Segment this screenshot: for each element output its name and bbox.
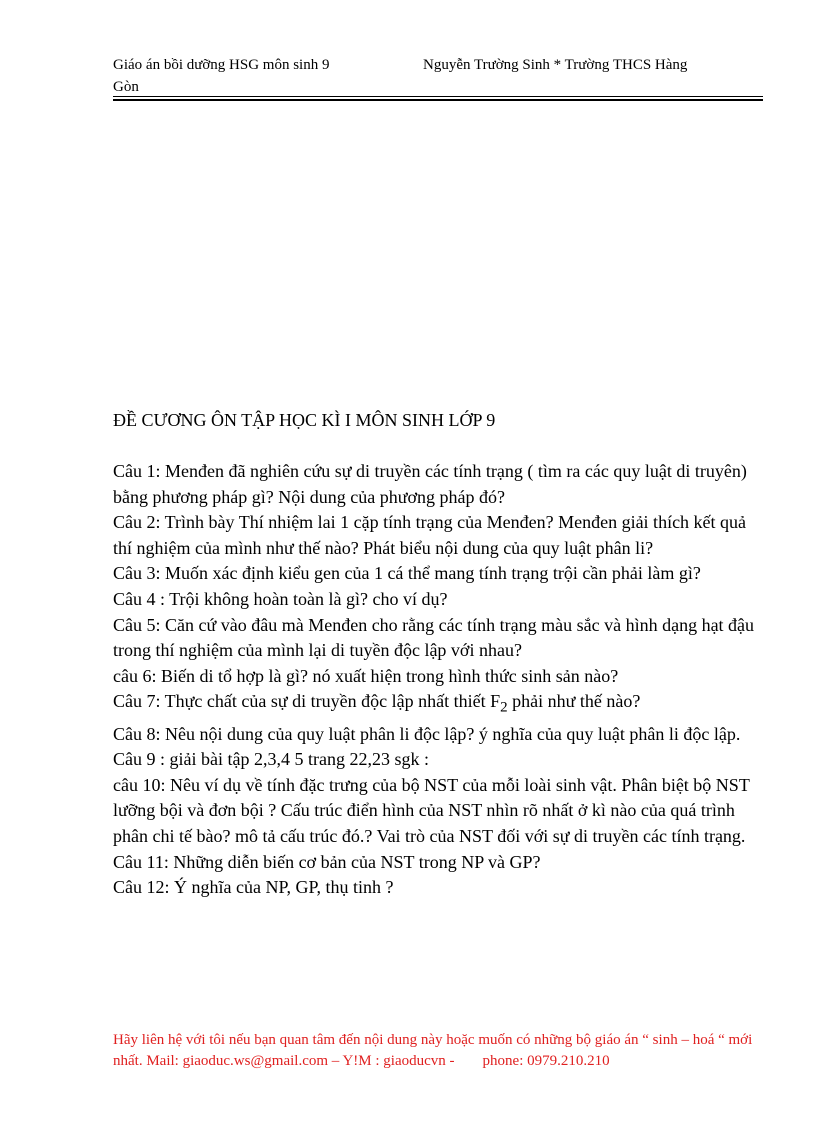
question-list (113, 459, 768, 901)
question-2: Câu 2: Trình bày Thí nhiệm lai 1 cặp tính trạng của Menđen? Menđen giải thích kết quả thí nghiệm của mình như thế nào? Phát biểu nội dung của quy luật phân li? (113, 512, 747, 558)
question-5: Câu 5: Căn cứ vào đâu mà Menđen cho rằng các tính trạng màu sắc và hình dạng hạt đậu trong thí nghiệm của mình lại di tuyền độc lập với nhau? (113, 614, 755, 661)
header-school-wrap: Gòn (113, 79, 139, 95)
header-rule-thin (113, 96, 763, 97)
contact-phone: phone: 0979.210.210 (482, 1053, 610, 1069)
header-rule-thick (113, 99, 763, 101)
question-12: Câu 12: Ý nghĩa của NP, GP, thụ tinh ? (113, 877, 394, 898)
question-3: Câu 3: Muốn xác định kiểu gen của 1 cá thể mang tính trạng trội cần phải làm gì? (113, 563, 701, 584)
contact-footer (113, 1030, 768, 1072)
question-1: Câu 1: Menđen đã nghiên cứu sự di truyền các tính trạng ( tìm ra các quy luật di truyên) bằng phương pháp gì? Nội dung của phương pháp đó? (113, 461, 747, 507)
question-9: Câu 9 : giải bài tập 2,3,4 5 trang 22,23 sgk : (113, 749, 429, 770)
question-8: Câu 8: Nêu nội dung của quy luật phân li độc lập? ý nghĩa của quy luật phân li độc lập. (113, 723, 741, 744)
document-title: ĐỀ CƯƠNG ÔN TẬP HỌC KÌ I MÔN SINH LỚP 9 (113, 410, 496, 430)
contact-text: Hãy liên hệ với tôi nếu bạn quan tâm đến nội dung này hoặc muốn có những bộ giáo án “ sinh – hoá “ mới nhất. Mail: giaoduc.ws@gmail.com – Y!M : giaoducvn - (113, 1032, 753, 1069)
header-course-title: Giáo án bồi dưỡng HSG môn sinh 9 (113, 57, 330, 73)
question-6: câu 6: Biến di tổ hợp là gì? nó xuất hiện trong hình thức sinh sản nào? (113, 665, 619, 686)
question-7-subscript: 2 (500, 699, 508, 716)
question-11: Câu 11: Những diễn biến cơ bản của NST trong NP và GP? (113, 851, 541, 872)
question-7-text: Câu 7: Thực chất của sự di truyền độc lập nhất thiết F (113, 691, 501, 712)
header-author-school: Nguyễn Trường Sinh * Trường THCS Hàng (423, 57, 688, 73)
question-7 (113, 689, 768, 721)
question-10: câu 10: Nêu ví dụ về tính đặc trưng của bộ NST của mỗi loài sinh vật. Phân biệt bộ NST lưỡng bội và đơn bội ? Cấu trúc điển hình của NST nhìn rõ nhất ở kì nào của quá trình phân chi tế bào? mô tả cấu trúc đó.? Vai trò của NST đối với sự di truyền các tính trạng. (113, 774, 750, 846)
question-7-text-end: phải như thế nào? (507, 691, 641, 712)
question-4: Câu 4 : Trội không hoàn toàn là gì? cho ví dụ? (113, 588, 448, 609)
